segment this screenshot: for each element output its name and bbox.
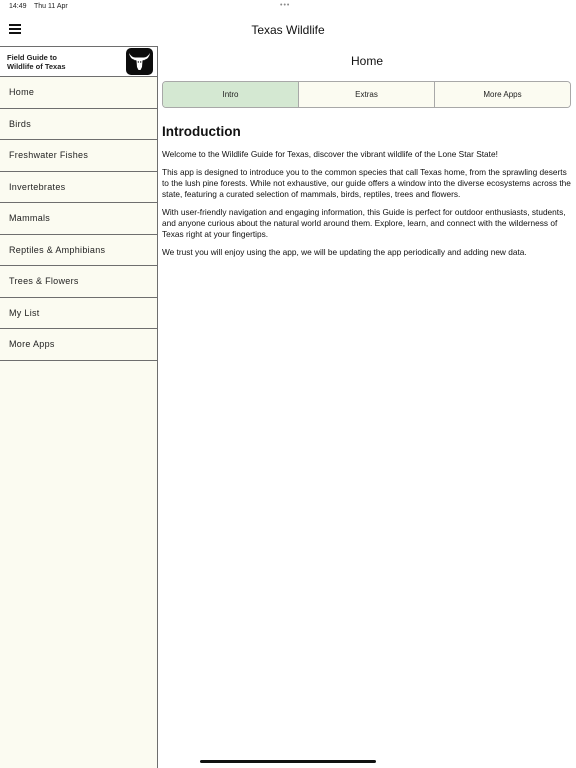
article-paragraph: Welcome to the Wildlife Guide for Texas, discover the vibrant wildlife of the Lone Star State! <box>162 149 498 159</box>
sidebar-item-more-apps[interactable]: More Apps <box>0 329 157 361</box>
sidebar-item-trees-flowers[interactable]: Trees & Flowers <box>0 266 157 298</box>
longhorn-logo-icon <box>126 48 153 75</box>
multitasking-dots-icon[interactable]: ••• <box>280 2 291 9</box>
sidebar-item-birds[interactable]: Birds <box>0 109 157 141</box>
sidebar-header <box>0 47 157 77</box>
main-content <box>158 46 576 768</box>
article-paragraph: This app is designed to introduce you to the common species that call Texas home, from the sprawling deserts to the lush pine forests. While not exhaustive, our guide offers a window into the diverse ecosystems across the state, featuring a curated selection of mammals, birds, reptiles, trees and flowers. <box>162 167 571 199</box>
status-date: Thu 11 Apr <box>34 3 68 10</box>
intro-article <box>162 124 572 265</box>
home-indicator[interactable] <box>200 760 376 763</box>
sidebar-item-freshwater-fishes[interactable]: Freshwater Fishes <box>0 140 157 172</box>
article-paragraph: We trust you will enjoy using the app, we will be updating the app periodically and adding new data. <box>162 247 527 257</box>
sidebar-item-mammals[interactable]: Mammals <box>0 203 157 235</box>
navigation-bar <box>0 14 576 46</box>
sidebar <box>0 46 158 768</box>
status-time: 14:49 <box>9 3 27 10</box>
article-paragraph: With user-friendly navigation and engaging information, this Guide is perfect for outdoor enthusiasts, students, and anyone curious about the natural world around them. Explore, learn, and connect with the wilderness of Texas right at your fingertips. <box>162 207 566 239</box>
guide-title-line1: Field Guide to <box>7 53 57 62</box>
guide-title <box>7 53 97 71</box>
status-bar <box>0 0 576 14</box>
tab-more-apps[interactable]: More Apps <box>435 82 570 107</box>
sidebar-item-home[interactable]: Home <box>0 77 157 109</box>
sidebar-item-my-list[interactable]: My List <box>0 298 157 330</box>
segmented-control <box>162 81 571 108</box>
guide-title-line2: Wildlife of Texas <box>7 62 66 71</box>
app-title: Texas Wildlife <box>251 23 325 37</box>
article-heading: Introduction <box>162 124 241 139</box>
tab-extras[interactable]: Extras <box>299 82 435 107</box>
tab-intro[interactable]: Intro <box>163 82 299 107</box>
sidebar-item-invertebrates[interactable]: Invertebrates <box>0 172 157 204</box>
page-title: Home <box>350 54 383 68</box>
sidebar-item-reptiles-amphibians[interactable]: Reptiles & Amphibians <box>0 235 157 267</box>
